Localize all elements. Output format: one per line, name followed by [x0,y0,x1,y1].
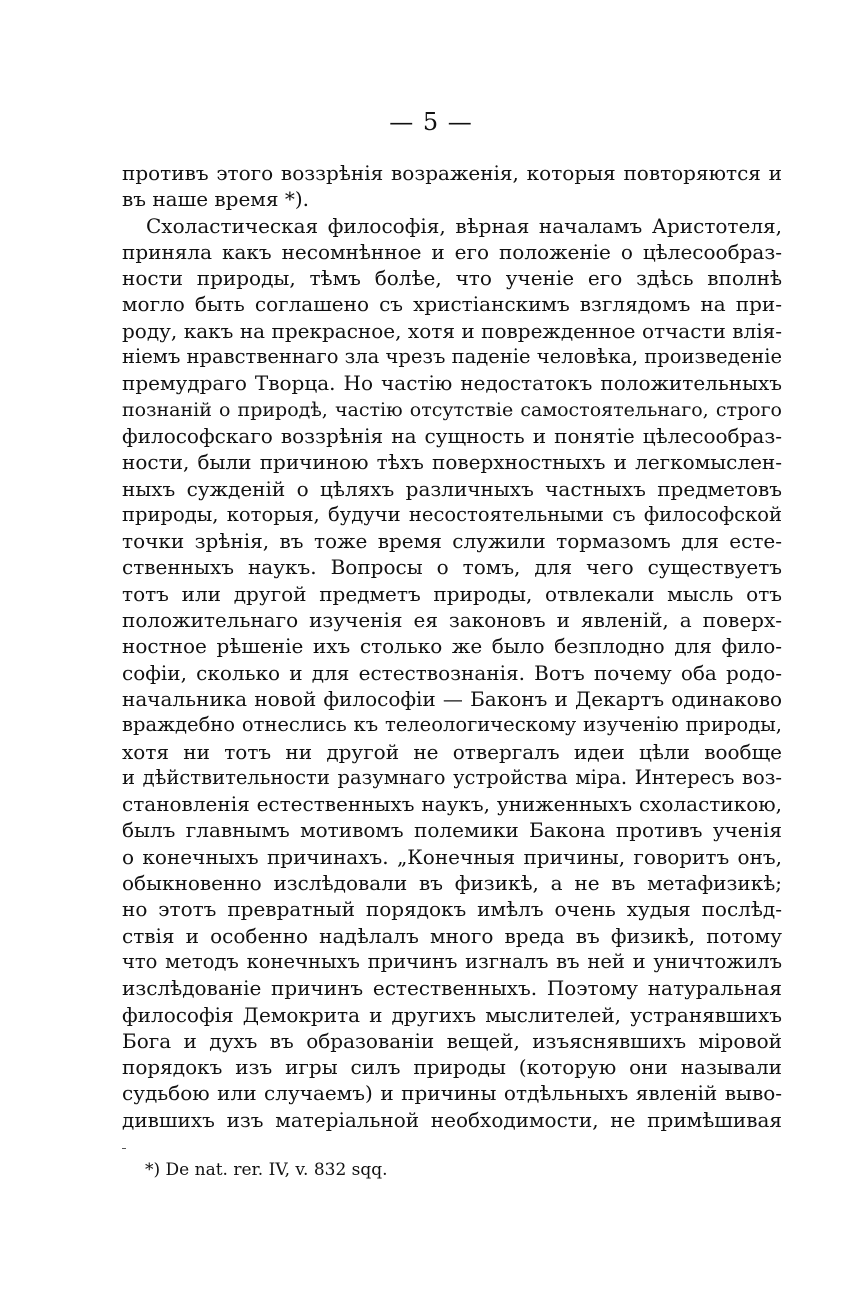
text-line: Схоластическая философія, вѣрная началамъ Аристотеля, [146,213,782,238]
text-line: философія Демокрита и другихъ мыслителей, устранявшихъ [122,1002,782,1027]
body-text [122,160,782,1133]
text-line: могло быть соглашено съ христіанскимъ взглядомъ на при- [122,292,782,317]
text-line: становленія естественныхъ наукъ, униженныхъ схоластикою, [122,792,782,817]
text-line: и дѣйствительности разумнаго устройства міра. Интересъ воз- [122,765,782,789]
text-line: въ наше время *). [122,187,309,212]
footnote-rule [122,1148,126,1149]
text-line: ніемъ нравственнаго зла чрезъ паденіе человѣка, произведеніе [122,345,782,369]
text-line: дившихъ изъ матеріальной необходимости, не примѣшивая [122,1107,782,1132]
text-line: хотя ни тотъ ни другой не отвергалъ идеи цѣли вообще [122,739,782,764]
text-line: ностное рѣшеніе ихъ столько же было безплодно для фило- [122,634,782,659]
text-line: порядокъ изъ игры силъ природы (которую они называли [122,1055,782,1080]
footnote: *) De nat. rer. IV, v. 832 sqq. [145,1160,388,1180]
text-line: положительнаго изученія ея законовъ и явленій, а поверх- [122,608,782,633]
text-line: философскаго воззрѣнія на сущность и понятіе цѣлесообраз- [122,423,782,448]
text-line: но этотъ превратный порядокъ имѣлъ очень худыя послѣд- [122,897,782,922]
text-line: софіи, сколько и для естествознанія. Вотъ почему оба родо- [122,660,782,685]
text-line: начальника новой философіи — Баконъ и Декартъ одинаково [122,686,782,711]
text-line: враждебно отнеслись къ телеологическому изученію природы, [122,713,782,737]
text-line: ствія и особенно надѣлалъ много вреда въ физикѣ, потому [122,923,782,948]
text-line: ныхъ сужденій о цѣляхъ различныхъ частныхъ предметовъ [122,476,782,501]
text-line: обыкновенно изслѣдовали въ физикѣ, а не въ метафизикѣ; [122,871,782,896]
text-line: ственныхъ наукъ. Вопросы о томъ, для чего существуетъ [122,555,782,580]
page-number: — 5 — [389,108,473,136]
text-line: природы, которыя, будучи несостоятельными съ философской [122,502,782,526]
text-line: познаній о природѣ, частію отсутствіе самостоятельнаго, строго [122,398,782,421]
text-line: роду, какъ на прекрасное, хотя и поврежденное отчасти влія- [122,318,782,343]
text-line: противъ этого воззрѣнія возраженія, которыя повторяются и [122,161,782,185]
text-line: ности природы, тѣмъ болѣе, что ученіе его здѣсь вполнѣ [122,266,782,291]
text-line: ности, были причиною тѣхъ поверхностныхъ и легкомыслен- [122,450,782,475]
text-line: былъ главнымъ мотивомъ полемики Бакона противъ ученія [122,818,782,843]
text-line: о конечныхъ причинахъ. „Конечныя причины, говоритъ онъ, [122,844,782,869]
text-line: что методъ конечныхъ причинъ изгналъ въ ней и уничтожилъ [122,949,782,973]
text-line: тотъ или другой предметъ природы, отвлекали мысль отъ [122,581,782,606]
text-line: приняла какъ несомнѣнное и его положеніе о цѣлесообраз- [122,239,782,264]
text-line: премудраго Творца. Но частію недостатокъ положительныхъ [122,371,782,396]
text-line: судьбою или случаемъ) и причины отдѣльныхъ явленій выво- [122,1081,782,1106]
text-line: изслѣдованіе причинъ естественныхъ. Поэтому натуральная [122,976,782,1001]
text-line: точки зрѣнія, въ тоже время служили тормазомъ для есте- [122,529,782,554]
text-line: Бога и духъ въ образованіи вещей, изъяснявшихъ міровой [122,1028,782,1053]
